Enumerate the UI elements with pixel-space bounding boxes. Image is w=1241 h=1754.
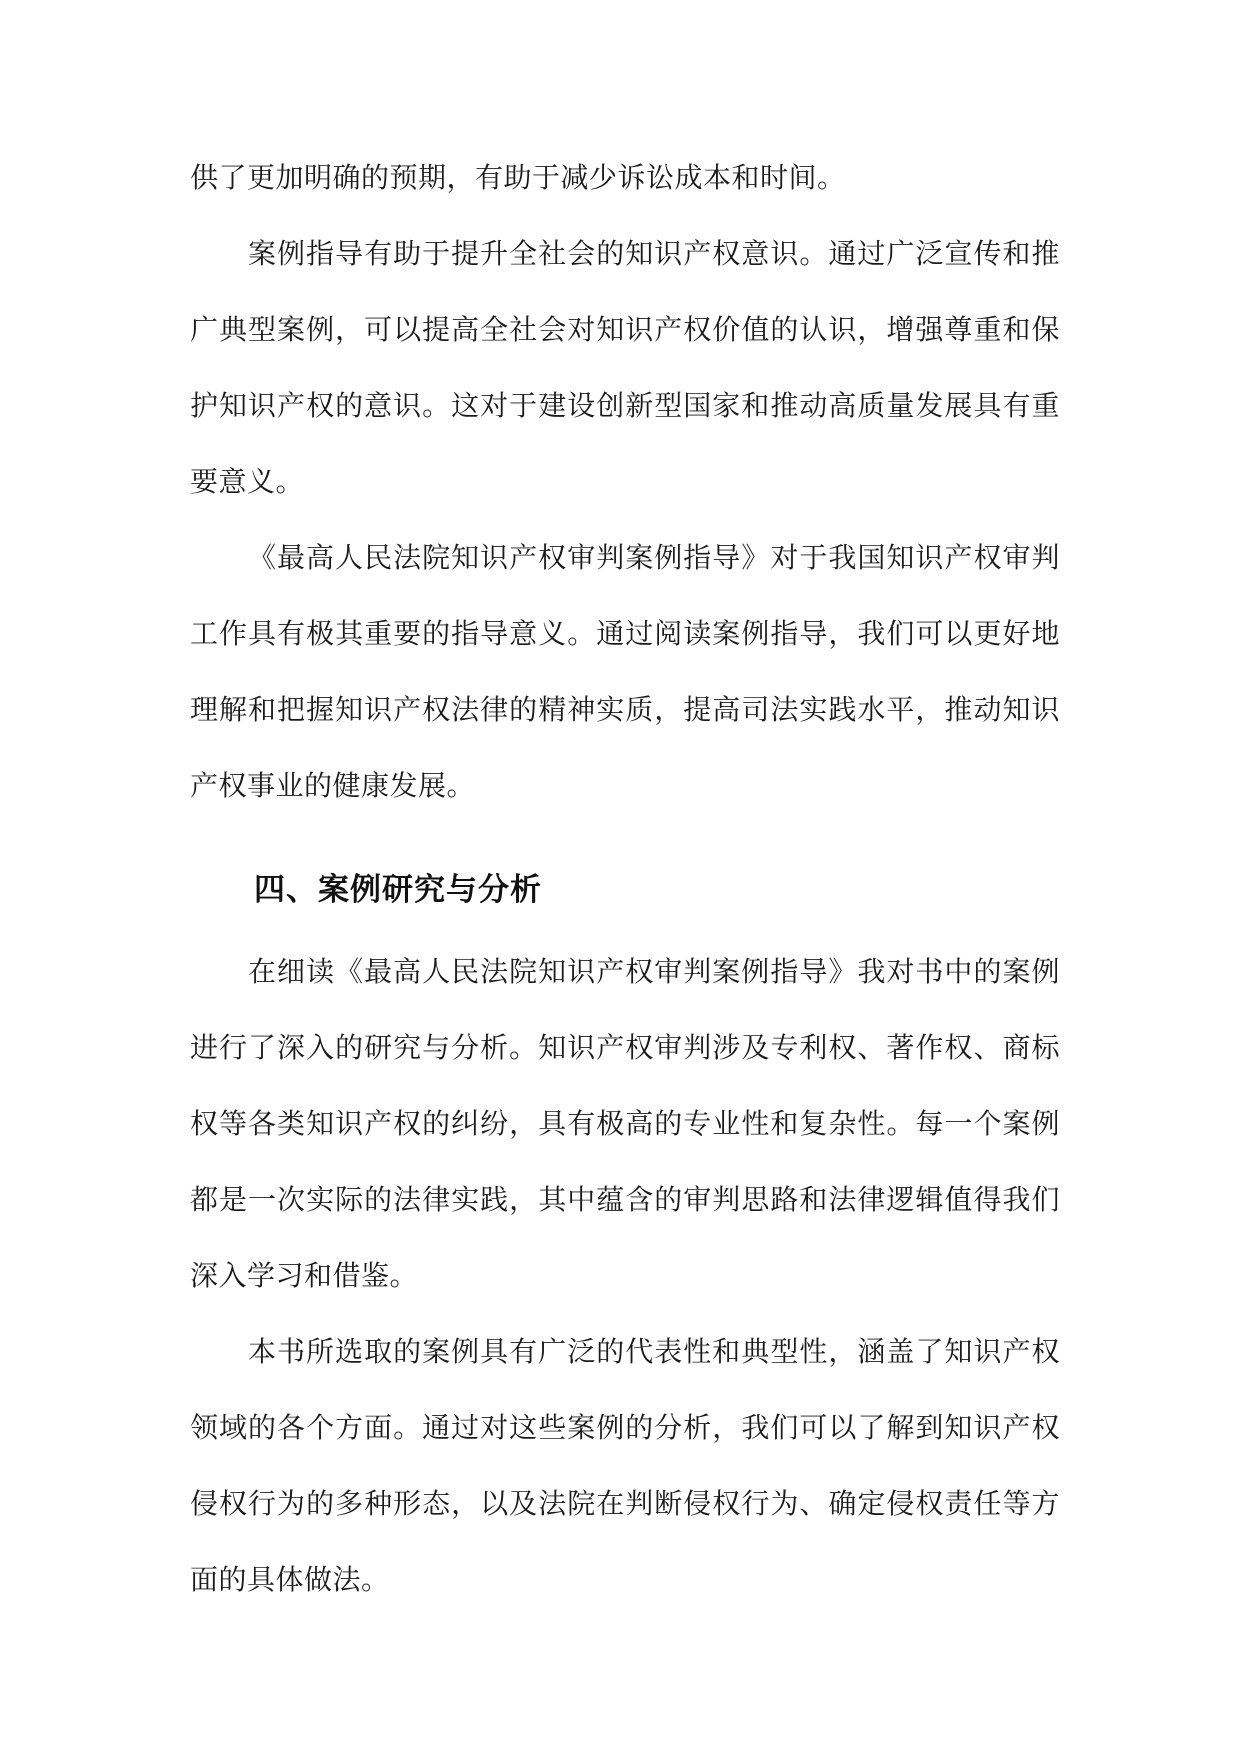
- paragraph-case-study: 在细读《最高人民法院知识产权审判案例指导》我对书中的案例进行了深入的研究与分析。知识产权审判涉及专利权、著作权、商标权等各类知识产权的纠纷，具有极高的专业性和复杂性。每一个案例都是一次实际的法律实践，其中蕴含的审判思路和法律逻辑值得我们深入学习和借鉴。: [190, 955, 1060, 1292]
- paragraph-continuation: 供了更加明确的预期，有助于减少诉讼成本和时间。: [190, 161, 846, 194]
- document-body: [190, 140, 1060, 1618]
- paragraph-awareness: 案例指导有助于提升全社会的知识产权意识。通过广泛宣传和推广典型案例，可以提高全社会对知识产权价值的认识，增强尊重和保护知识产权的意识。这对于建设创新型国家和推动高质量发展具有重要意义。: [190, 237, 1060, 498]
- paragraph-guidance-significance: 《最高人民法院知识产权审判案例指导》对于我国知识产权审判工作具有极其重要的指导意义。通过阅读案例指导，我们可以更好地理解和把握知识产权法律的精神实质，提高司法实践水平，推动知识产权事业的健康发展。: [190, 541, 1060, 802]
- paragraph-representative-cases: 本书所选取的案例具有广泛的代表性和典型性，涵盖了知识产权领域的各个方面。通过对这些案例的分析，我们可以了解到知识产权侵权行为的多种形态，以及法院在判断侵权行为、确定侵权责任等方面的具体做法。: [190, 1335, 1060, 1596]
- section-heading: 四、案例研究与分析: [254, 872, 542, 908]
